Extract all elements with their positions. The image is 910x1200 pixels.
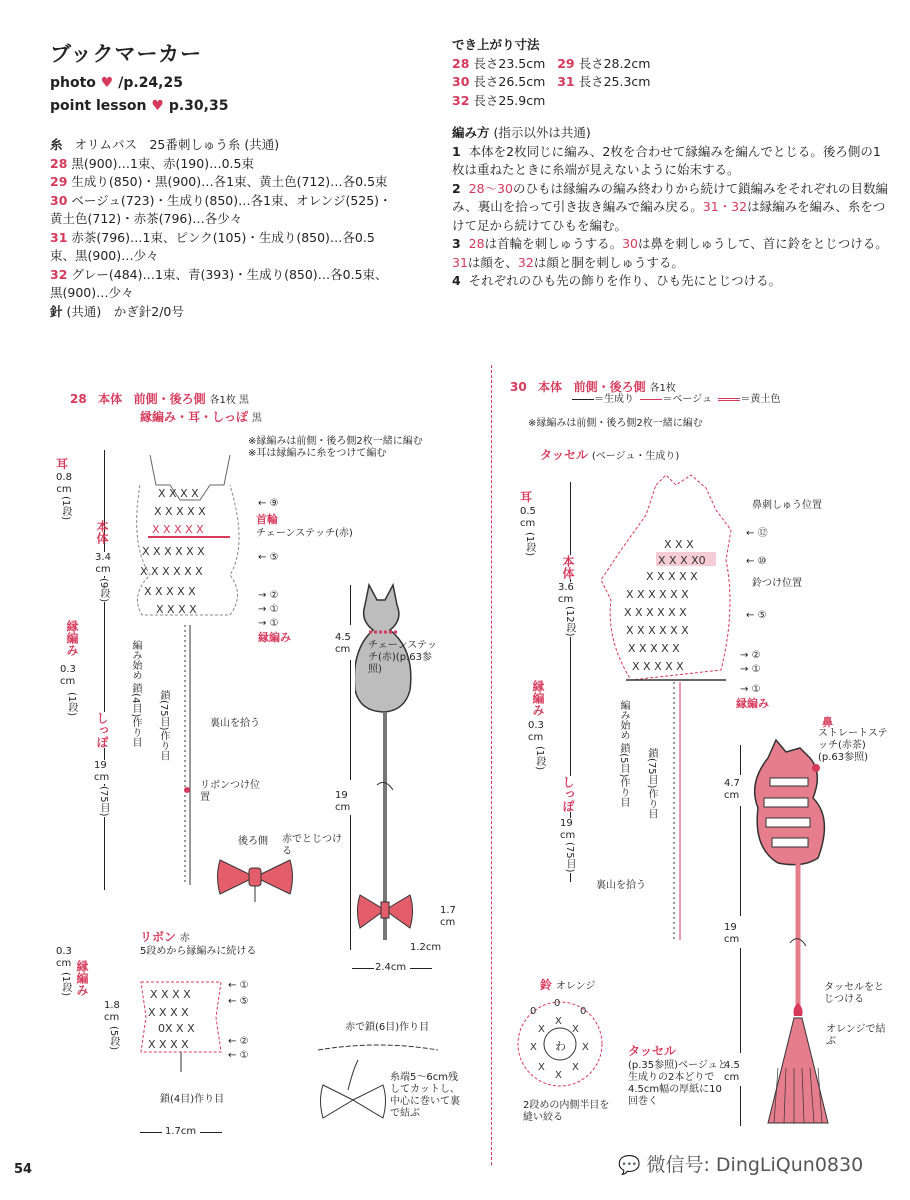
lesson-label: point lesson: [50, 98, 147, 114]
ribbon-chain: 鎖(4目)作り目: [160, 1094, 225, 1105]
dimension-line: [352, 968, 374, 969]
dimension-line: [200, 1132, 222, 1133]
marker-9: ← ⑨: [258, 498, 279, 509]
dim-24: 2.4cm: [375, 962, 407, 973]
r-marker-12: ← ⑫: [746, 528, 768, 539]
marker-1a: → ①: [258, 604, 279, 615]
photo-label: photo: [50, 75, 96, 91]
tie-note: 糸端5〜6cm残してカットし、中心に巻いて裏で結ぶ: [390, 1072, 460, 1119]
svg-text:X X X X X X: X X X X X X: [624, 606, 687, 619]
ribbon-marker-2: ← ②: [228, 1036, 249, 1047]
ribbon-marker-1a: ← ①: [228, 980, 249, 991]
nose-pos-label: 鼻刺しゅう位置: [752, 500, 822, 511]
bell-note: 2段めの内側半目を縫い絞る: [523, 1100, 610, 1123]
ribbon-marker-1b: ← ①: [228, 1050, 249, 1061]
svg-text:X X X X: X X X X: [148, 1006, 189, 1019]
right-heading: 30 本体 前側・後ろ側 各1枚: [510, 380, 676, 394]
dim-19: 19 cm: [335, 790, 351, 813]
red-chain-label: 赤で鎖(6目)作り目: [345, 1022, 430, 1033]
page-number: 54: [14, 1162, 33, 1177]
dimension-line: [350, 585, 351, 625]
r-tail-rows: (75目): [564, 842, 575, 873]
method-step: 2 28〜30のひもは縁編みの編み終わりから続けて鎖編みをそれぞれの目数編み、裏山を拾って引き抜き編みで編み戻る。31・32は縁編みを編み、糸をつけて足から続けてひもを編む。: [452, 180, 888, 233]
dimension-line: [740, 806, 741, 916]
bell-heading: 鈴 オレンジ: [540, 978, 596, 992]
left-heading: 28 本体 前側・後ろ側 各1枚 黒: [70, 392, 250, 406]
r-marker-5: ← ⑤: [746, 610, 767, 621]
dimension-line: [410, 968, 432, 969]
svg-text:X: X: [582, 1042, 589, 1053]
svg-text:0: 0: [530, 1006, 537, 1017]
material-item: 29 生成り(850)・黒(900)…各1束、黄土色(712)…各0.5束: [50, 174, 388, 189]
edge-dim: 0.3 cm: [60, 664, 76, 687]
svg-text:0X X X: 0X X X: [158, 1022, 195, 1035]
svg-text:X X X X X X: X X X X X X: [626, 624, 689, 637]
photo-ref: [50, 75, 183, 91]
r-marker-1a: → ①: [740, 664, 761, 675]
r-edge-stitch-label: 縁編み: [736, 697, 769, 710]
body-label: 本体: [95, 520, 109, 544]
body-dim: 3.4 cm: [92, 552, 114, 576]
svg-text:X X X X: X X X X: [158, 487, 199, 500]
svg-text:X X X X: X X X X: [148, 1038, 189, 1051]
tail-label: しっぽ: [95, 712, 109, 748]
edge-rows: (1段): [66, 692, 77, 717]
svg-text:X X X X X: X X X X X: [628, 642, 680, 655]
finished-cat-bookmark-30: [748, 738, 848, 1138]
materials-block: [50, 136, 395, 321]
photo-page: /p.24,25: [118, 75, 183, 91]
svg-text:X: X: [538, 1062, 545, 1073]
r-edge-rows: (1段): [534, 746, 545, 771]
svg-text:X: X: [555, 1070, 562, 1081]
edge-label: 縁編み: [65, 620, 79, 656]
dim-45: 4.5 cm: [335, 632, 351, 655]
r-dim-19: 19 cm: [724, 922, 740, 945]
orange-tie-label: オレンジで結ぶ: [826, 1024, 886, 1047]
dimension-line: [350, 815, 351, 950]
r-body-label: 本体: [561, 555, 575, 579]
dimension-line: [740, 948, 741, 1053]
yarn-label: 糸: [50, 137, 63, 152]
left-heading2: 縁編み・耳・しっぽ 黒: [140, 410, 262, 424]
bell-pos-label: 鈴つけ位置: [752, 578, 802, 589]
ribbon-edge-label: 縁編み: [75, 960, 89, 996]
collar-note: チェーンステッチ(赤): [256, 528, 353, 539]
cat-crochet-chart: [130, 445, 250, 900]
svg-text:X X X X X: X X X X X: [152, 523, 204, 536]
straight-stitch-note: ストレートステッチ(赤茶)(p.63参照): [818, 728, 888, 763]
attach-red-label: 赤でとじつける: [282, 834, 342, 857]
ribbon-heading: リボン 赤: [140, 930, 190, 944]
dimension-line: [104, 450, 105, 890]
marker-2: → ②: [258, 590, 279, 601]
method-step: 1 本体を2枚同じに編み、2枚を合わせて縁編みを編んでとじる。後ろ側の1枚は重ねたときに糸端が見えないように始末する。: [452, 143, 881, 177]
ear-dim: 0.8 cm: [56, 472, 72, 495]
material-item: 31 赤茶(796)…1束、ピンク(105)・生成り(850)…各0.5束、黒(900)…少々: [50, 229, 375, 263]
r-dim-45: 4.5 cm: [724, 1060, 740, 1083]
r-ear-label: 耳: [520, 490, 533, 504]
marker-1b: → ①: [258, 618, 279, 629]
ribbon-1dan: (1段): [60, 972, 71, 997]
needle-label: 針: [50, 303, 63, 319]
tassel-title: タッセル: [628, 1044, 677, 1058]
r-chain-75: 鎖(75目)作り目: [646, 748, 657, 819]
page-title: ブックマーカー: [50, 42, 203, 66]
svg-text:X: X: [572, 1062, 579, 1073]
method-block: 編み方 (指示以外は共通) 1 本体を2枚同じに編み、2枚を合わせて縁編みを編んでとじる。後ろ側の1枚は重ねたときに糸端が見えないように始末する。 2 28〜30のひもは縁編みの編み終わりから続けて鎖編みをそれぞれの目数編み、裏山を拾って引き抜き編みで編み戻る。31・32は縁編みを編み、糸をつけて足から続けてひもを編む。 3 28は首輪を刺しゅうする。30は鼻を刺しゅうして、首に鈴をとじつける。31は顔を、32は顔と胴を刺しゅうする。 4 それぞれのひも先の飾りを作り、ひも先にとじつける。: [452, 124, 892, 291]
svg-text:X: X: [538, 1024, 545, 1035]
material-item: 32 グレー(484)…1束、青(393)・生成り(850)…各0.5束、黒(900)…少々: [50, 266, 388, 300]
ribbon-note: 5段めから縁編みに続ける: [140, 946, 257, 957]
center-divider: [491, 365, 492, 1165]
svg-text:X X X: X X X: [664, 538, 694, 551]
svg-text:X X X X X: X X X X X: [632, 660, 684, 673]
ear-rows: (1段): [60, 496, 71, 521]
svg-text:X X X X X: X X X X X: [154, 505, 206, 518]
svg-text:X: X: [530, 1042, 537, 1053]
method-title: 編み方: [452, 125, 490, 140]
r-tail-dim: 19 cm: [560, 818, 576, 841]
chain-75-label: 鎖(75目)作り目: [158, 690, 169, 761]
r-body-dim: 3.6 cm: [558, 582, 574, 605]
svg-text:X X X X X X: X X X X X X: [142, 545, 205, 558]
tassel-note: (p.35参照)ベージュと生成りの2本どりで4.5cm幅の厚紙に10回巻く: [628, 1060, 728, 1107]
yarn-common: オリムパス 25番刺しゅう糸 (共通): [74, 137, 280, 152]
r-marker-1b: → ①: [740, 684, 761, 695]
r-dim-47: 4.7 cm: [724, 778, 740, 801]
tassel-heading: タッセル (ベージュ・生成り): [540, 448, 680, 462]
ribbon-chart: [136, 972, 226, 1082]
svg-text:X X X X0: X X X X0: [658, 554, 706, 567]
ribbon-pos-label: リボンつけ位置: [200, 780, 260, 803]
cat-head-icon: ♥: [151, 98, 164, 114]
r-chain-start: 編み始め 鎖(5目)作り目: [618, 700, 629, 808]
dim-17: 1.7 cm: [440, 905, 456, 928]
dimension-line: [140, 1132, 162, 1133]
collar-label: 首輪: [256, 513, 278, 526]
r-edge-dim: 0.3 cm: [528, 720, 544, 743]
method-step: 3 28は首輪を刺しゅうする。30は鼻を刺しゅうして、首に鈴をとじつける。31は顔を、32は顔と胴を刺しゅうする。: [452, 236, 888, 270]
size-title: でき上がり寸法: [452, 37, 540, 52]
wechat-icon: 💬: [618, 1155, 641, 1176]
method-step: 4 それぞれのひも先の飾りを作り、ひも先にとじつける。: [452, 273, 782, 288]
chain-stitch-note: チェーンステッチ(赤)(p.63参照): [368, 640, 437, 675]
r-marker-10: ← ⑩: [746, 556, 767, 567]
svg-text:X X X X X: X X X X X: [144, 585, 196, 598]
lesson-ref: [50, 98, 228, 114]
ribbon-5dan: (5段): [108, 1026, 119, 1051]
svg-text:X: X: [572, 1024, 579, 1035]
right-note: ※縁編みは前側・後ろ側2枚一緒に編む: [528, 418, 703, 429]
r-ear-dim: 0.5 cm: [520, 506, 536, 529]
dimension-line: [350, 660, 351, 780]
finished-cat-bookmark-28: [355, 580, 440, 950]
watermark: 💬 微信号: DingLiQun0830: [618, 1154, 864, 1176]
r-edge-label: 縁編み: [531, 680, 545, 716]
svg-text:X X X X: X X X X: [156, 603, 197, 616]
r-ear-rows: (1段): [524, 532, 535, 557]
svg-text:0: 0: [554, 998, 561, 1009]
ribbon-18: 1.8 cm: [104, 1000, 120, 1023]
r-marker-2: → ②: [740, 650, 761, 661]
tassel-attach-label: タッセルをとじつける: [824, 982, 884, 1005]
needle-text: (共通) かぎ針2/0号: [66, 303, 184, 319]
back-side-label: 後ろ側: [238, 836, 268, 847]
material-item: 30 ベージュ(723)・生成り(850)…各1束、オレンジ(525)・黄土色(712)・赤茶(796)…各少々: [50, 192, 392, 226]
ear-label: 耳: [56, 457, 69, 471]
svg-text:0: 0: [580, 1006, 587, 1017]
bow-back-illustration: [215, 852, 295, 902]
bell-center: わ: [555, 1040, 566, 1053]
r-body-rows: (12段): [564, 606, 575, 637]
dim-12: 1.2cm: [410, 942, 442, 953]
dimension-line: [740, 1086, 741, 1126]
svg-text:X X X X X X: X X X X X X: [140, 565, 203, 578]
ribbon-03: 0.3 cm: [56, 946, 72, 969]
edge-stitch-label: 縁編み: [258, 631, 291, 644]
chain-start-label: 編み始め 鎖(4目)作り目: [130, 640, 141, 748]
ribbon-marker-5: ← ⑤: [228, 996, 249, 1007]
svg-text:X: X: [555, 1016, 562, 1027]
tail-dim: 19 cm: [94, 760, 110, 783]
dimension-line: [740, 745, 741, 775]
ribbon-17: 1.7cm: [165, 1126, 197, 1137]
svg-text:X X X X: X X X X: [150, 988, 191, 1001]
r-back-pick: 裏山を拾う: [596, 880, 646, 891]
nose-label: 鼻: [822, 716, 833, 729]
legend: ＝生成り ＝ベージュ ＝黄土色: [572, 394, 780, 406]
r-tail-label: しっぽ: [561, 776, 575, 812]
material-item: 28 黒(900)…1束、赤(190)…0.5束: [50, 155, 254, 171]
left-note: ※縁編みは前側・後ろ側2枚一緒に編む ※耳は縁編みに糸をつけて編む: [248, 436, 423, 459]
body-rows: (9段): [98, 578, 109, 603]
svg-text:X X X X X X: X X X X X X: [626, 588, 689, 601]
size-block: でき上がり寸法 28 長さ23.5cm 29 長さ28.2cm 30 長さ26.5cm 31 長さ25.3cm 32 長さ25.9cm: [452, 36, 872, 110]
lesson-page: p.30,35: [168, 98, 229, 114]
svg-text:X X X X X: X X X X X: [646, 570, 698, 583]
back-pick-label: 裏山を拾う: [210, 718, 260, 729]
marker-5: ← ⑤: [258, 552, 279, 563]
tail-rows: (75目): [98, 786, 109, 817]
cat-head-icon: ♥: [100, 75, 114, 91]
